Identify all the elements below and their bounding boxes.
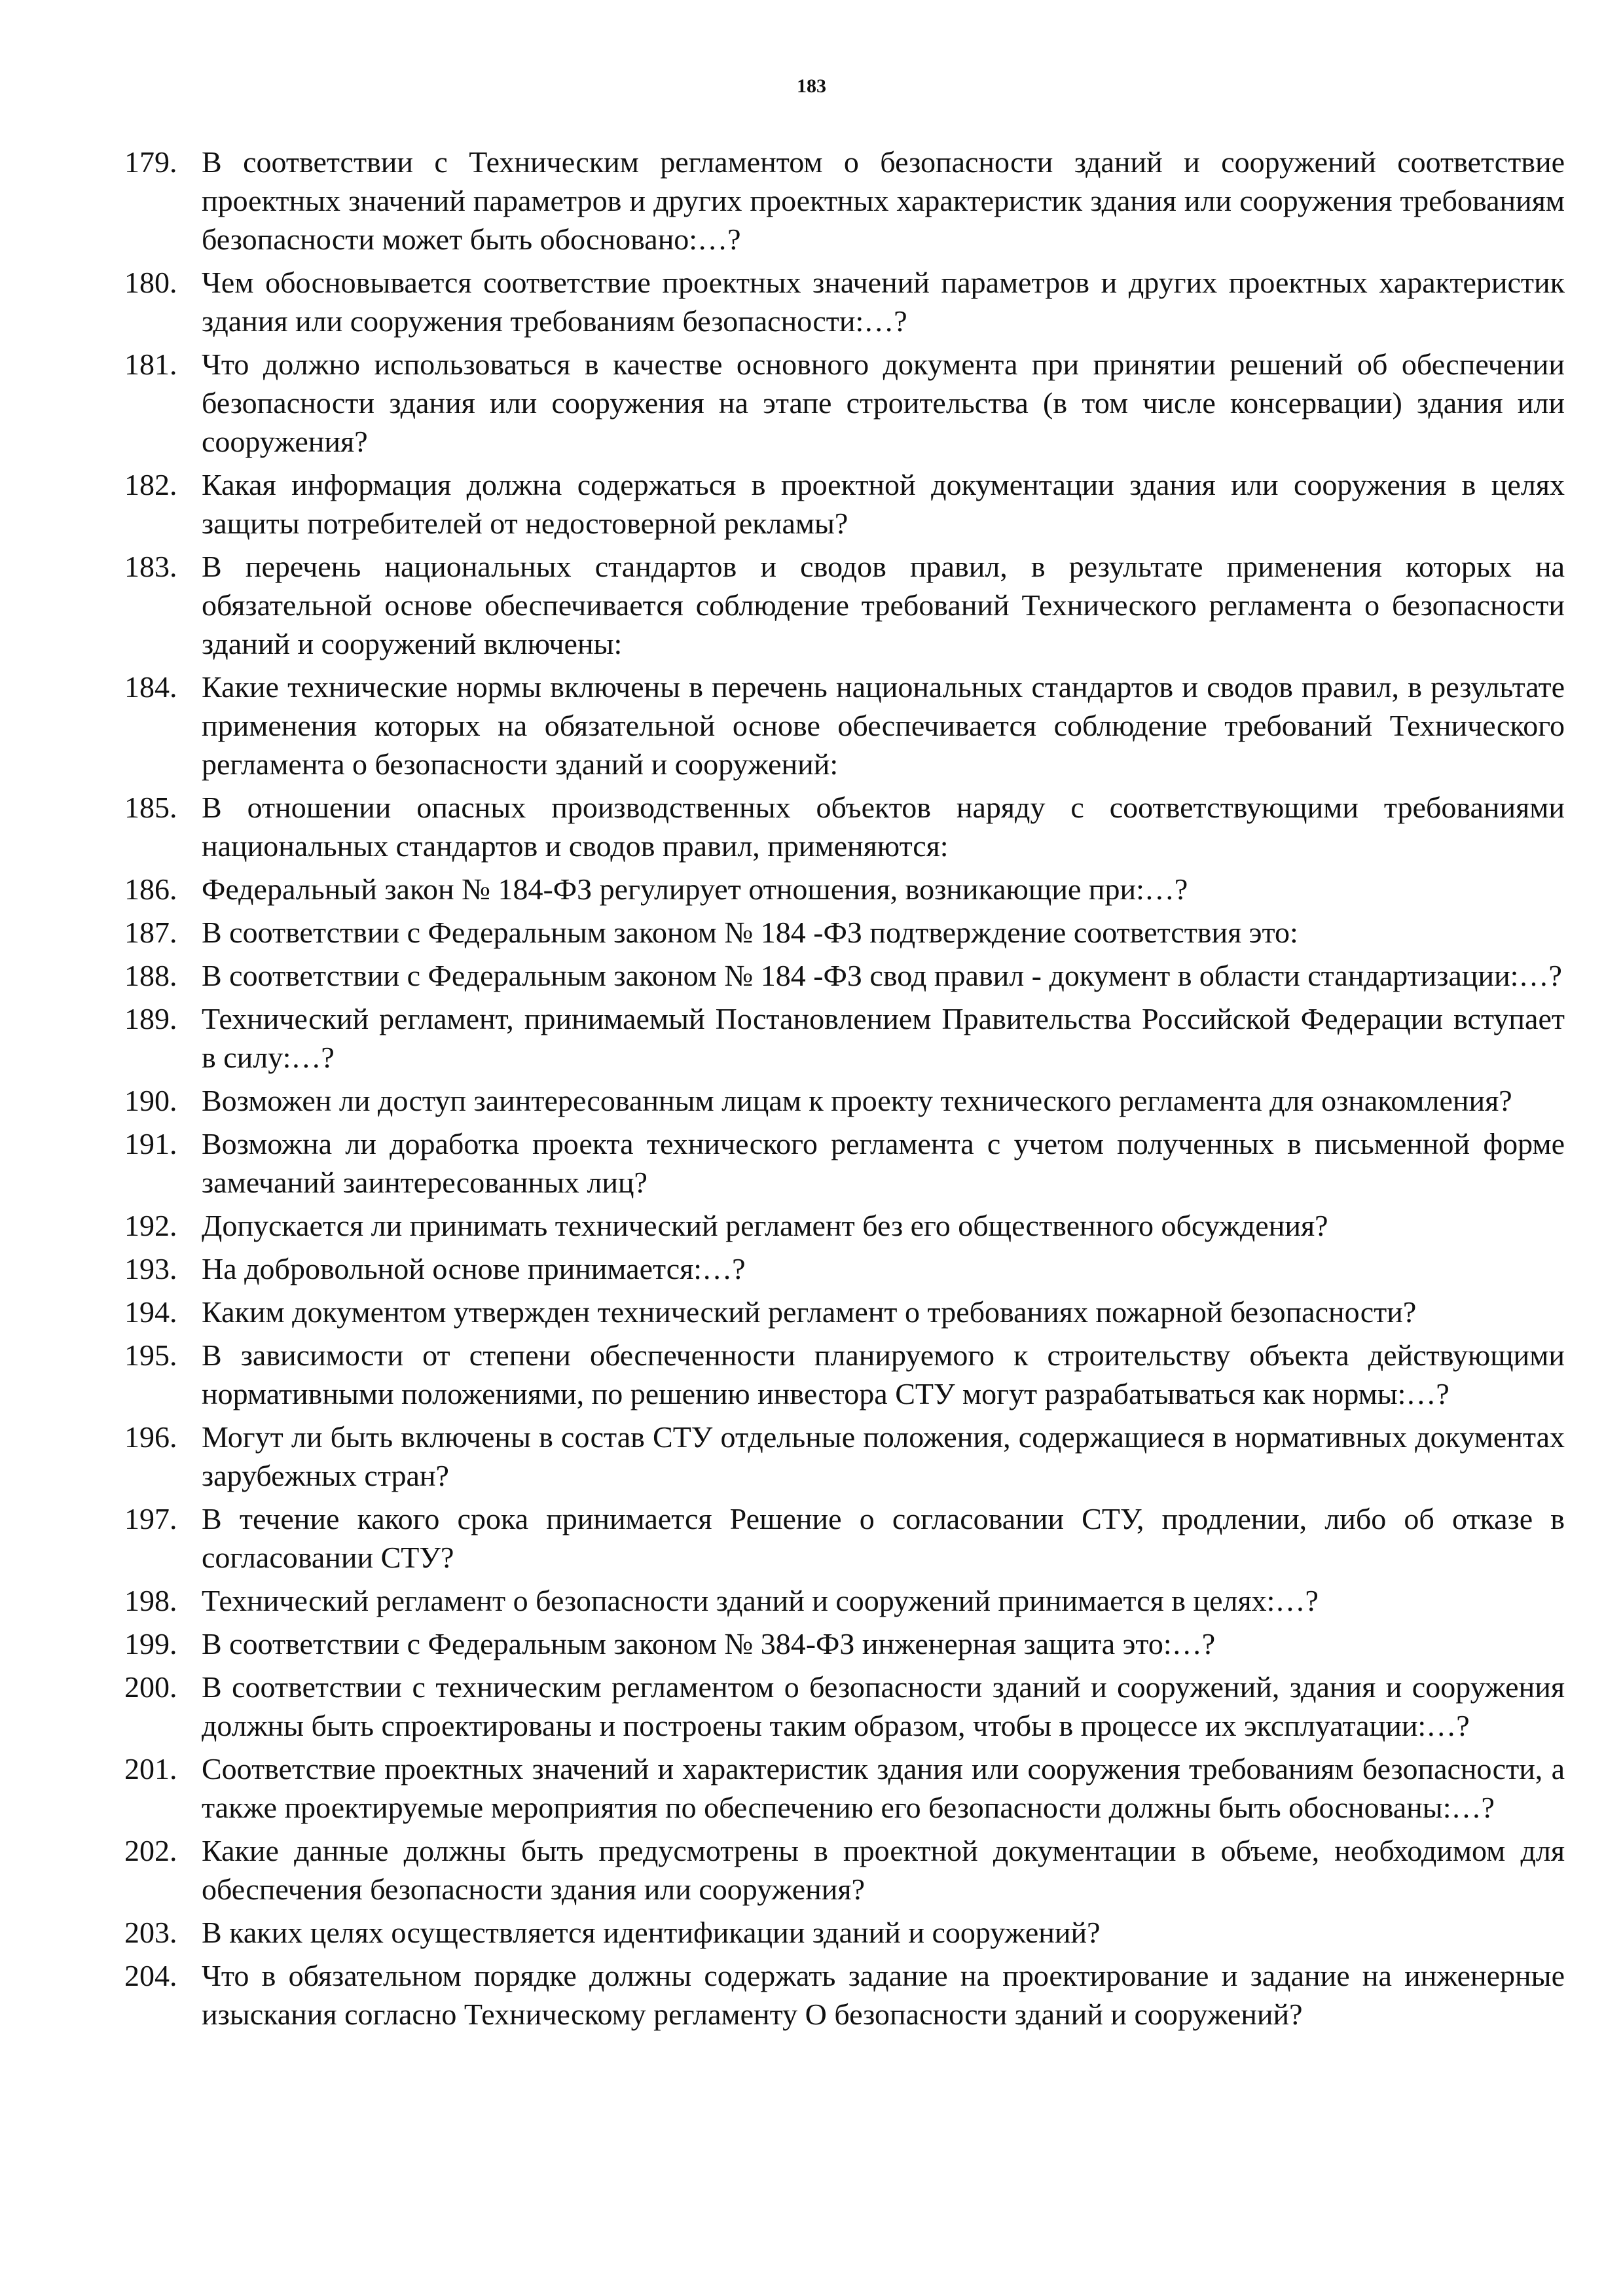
question-item (124, 1124, 1565, 1202)
question-item (124, 1581, 1565, 1620)
question-text: В соответствии с техническим регламентом о безопасности зданий и сооружений, здания и сооружения должны быть спроектированы и построены таким образом, чтобы в процессе их эксплуатации:…? (202, 1670, 1565, 1742)
question-item (124, 143, 1565, 259)
question-text: На добровольной основе принимается:…? (202, 1252, 746, 1285)
question-number: 189. (124, 1002, 177, 1035)
question-text: В соответствии с Федеральным законом № 184 -ФЗ подтверждение соответствия это: (202, 916, 1298, 949)
question-number: 183. (124, 550, 177, 583)
question-text: Соответствие проектных значений и характеристик здания или сооружения требованиям безопасности, а также проектируемые мероприятия по обеспечению его безопасности должны быть обоснованы:…? (202, 1752, 1565, 1824)
question-number: 192. (124, 1209, 177, 1242)
question-number: 182. (124, 468, 177, 501)
question-number: 185. (124, 791, 177, 824)
question-item (124, 999, 1565, 1077)
question-text: Возможна ли доработка проекта технического регламента с учетом полученных в письменной форме замечаний заинтересованных лиц? (202, 1127, 1565, 1199)
question-number: 188. (124, 959, 177, 992)
question-number: 193. (124, 1252, 177, 1285)
question-number: 179. (124, 145, 177, 179)
question-text: В течение какого срока принимается Решение о согласовании СТУ, продлении, либо об отказе в согласовании СТУ? (202, 1502, 1565, 1574)
question-number: 180. (124, 266, 177, 299)
question-item (124, 1956, 1565, 2034)
question-item (124, 1336, 1565, 1413)
question-text: Федеральный закон № 184-ФЗ регулирует отношения, возникающие при:…? (202, 872, 1188, 906)
question-item (124, 788, 1565, 865)
question-item (124, 1206, 1565, 1245)
question-number: 187. (124, 916, 177, 949)
question-text: Технический регламент о безопасности зданий и сооружений принимается в целях:…? (202, 1584, 1319, 1617)
question-list (124, 143, 1565, 2038)
question-number: 195. (124, 1338, 177, 1372)
question-item (124, 263, 1565, 340)
question-text: Чем обосновывается соответствие проектных значений параметров и других проектных характеристик здания или сооружения требованиям безопасности:…? (202, 266, 1565, 338)
question-text: Какие данные должны быть предусмотрены в проектной документации в объеме, необходимом для обеспечения безопасности здания или сооружения? (202, 1834, 1565, 1906)
question-text: В соответствии с Федеральным законом № 184 -ФЗ свод правил - документ в области стандартизации:…? (202, 959, 1562, 992)
question-number: 204. (124, 1959, 177, 1992)
question-item (124, 547, 1565, 663)
question-number: 199. (124, 1627, 177, 1660)
question-text: В перечень национальных стандартов и сводов правил, в результате применения которых на обязательной основе обеспечивается соблюдение требований Технического регламента о безопасности зданий и сооружений включены: (202, 550, 1565, 660)
question-item (124, 1249, 1565, 1288)
question-number: 184. (124, 670, 177, 704)
question-item (124, 913, 1565, 952)
question-item (124, 1418, 1565, 1495)
question-text: Какая информация должна содержаться в проектной документации здания или сооружения в целях защиты потребителей от недостоверной рекламы? (202, 468, 1565, 540)
question-item (124, 1081, 1565, 1120)
question-text: В каких целях осуществляется идентификации зданий и сооружений? (202, 1916, 1101, 1949)
question-number: 200. (124, 1670, 177, 1704)
question-number: 203. (124, 1916, 177, 1949)
page-number: 183 (797, 75, 826, 97)
question-text: Технический регламент, принимаемый Постановлением Правительства Российской Федерации вступает в силу:…? (202, 1002, 1565, 1074)
question-number: 197. (124, 1502, 177, 1535)
question-item (124, 956, 1565, 995)
question-text: В соответствии с Федеральным законом № 384-ФЗ инженерная защита это:…? (202, 1627, 1216, 1660)
question-item (124, 345, 1565, 461)
question-text: Что должно использоваться в качестве основного документа при принятии решений об обеспечении безопасности здания или сооружения на этапе строительства (в том числе консервации) здания или сооружения? (202, 348, 1565, 458)
question-text: Допускается ли принимать технический регламент без его общественного обсуждения? (202, 1209, 1328, 1242)
question-number: 181. (124, 348, 177, 381)
question-item (124, 1831, 1565, 1909)
question-item (124, 1668, 1565, 1745)
question-item (124, 1499, 1565, 1577)
question-text: Какие технические нормы включены в перечень национальных стандартов и сводов правил, в результате применения которых на обязательной основе обеспечивается соблюдение требований Технического регламента о безопасности зданий и сооружений: (202, 670, 1565, 781)
question-number: 198. (124, 1584, 177, 1617)
question-number: 194. (124, 1295, 177, 1329)
question-text: В отношении опасных производственных объектов наряду с соответствующими требованиями национальных стандартов и сводов правил, применяются: (202, 791, 1565, 863)
question-item (124, 1293, 1565, 1331)
question-number: 196. (124, 1420, 177, 1454)
question-item (124, 1749, 1565, 1827)
question-text: Что в обязательном порядке должны содержать задание на проектирование и задание на инженерные изыскания согласно Техническому регламенту О безопасности зданий и сооружений? (202, 1959, 1565, 2031)
question-text: В зависимости от степени обеспеченности планируемого к строительству объекта действующими нормативными положениями, по решению инвестора СТУ могут разрабатываться как нормы:…? (202, 1338, 1565, 1410)
question-number: 186. (124, 872, 177, 906)
question-text: Возможен ли доступ заинтересованным лицам к проекту технического регламента для ознакомления? (202, 1084, 1512, 1117)
question-item (124, 870, 1565, 908)
question-number: 190. (124, 1084, 177, 1117)
question-item (124, 465, 1565, 543)
question-text: В соответствии с Техническим регламентом о безопасности зданий и сооружений соответствие проектных значений параметров и других проектных характеристик здания или сооружения требованиям безопасности может быть обосновано:…? (202, 145, 1565, 256)
question-text: Каким документом утвержден технический регламент о требованиях пожарной безопасности? (202, 1295, 1417, 1329)
question-text: Могут ли быть включены в состав СТУ отдельные положения, содержащиеся в нормативных документах зарубежных стран? (202, 1420, 1565, 1492)
question-item (124, 668, 1565, 783)
question-number: 191. (124, 1127, 177, 1160)
question-item (124, 1913, 1565, 1952)
question-number: 201. (124, 1752, 177, 1785)
question-number: 202. (124, 1834, 177, 1867)
question-item (124, 1624, 1565, 1663)
